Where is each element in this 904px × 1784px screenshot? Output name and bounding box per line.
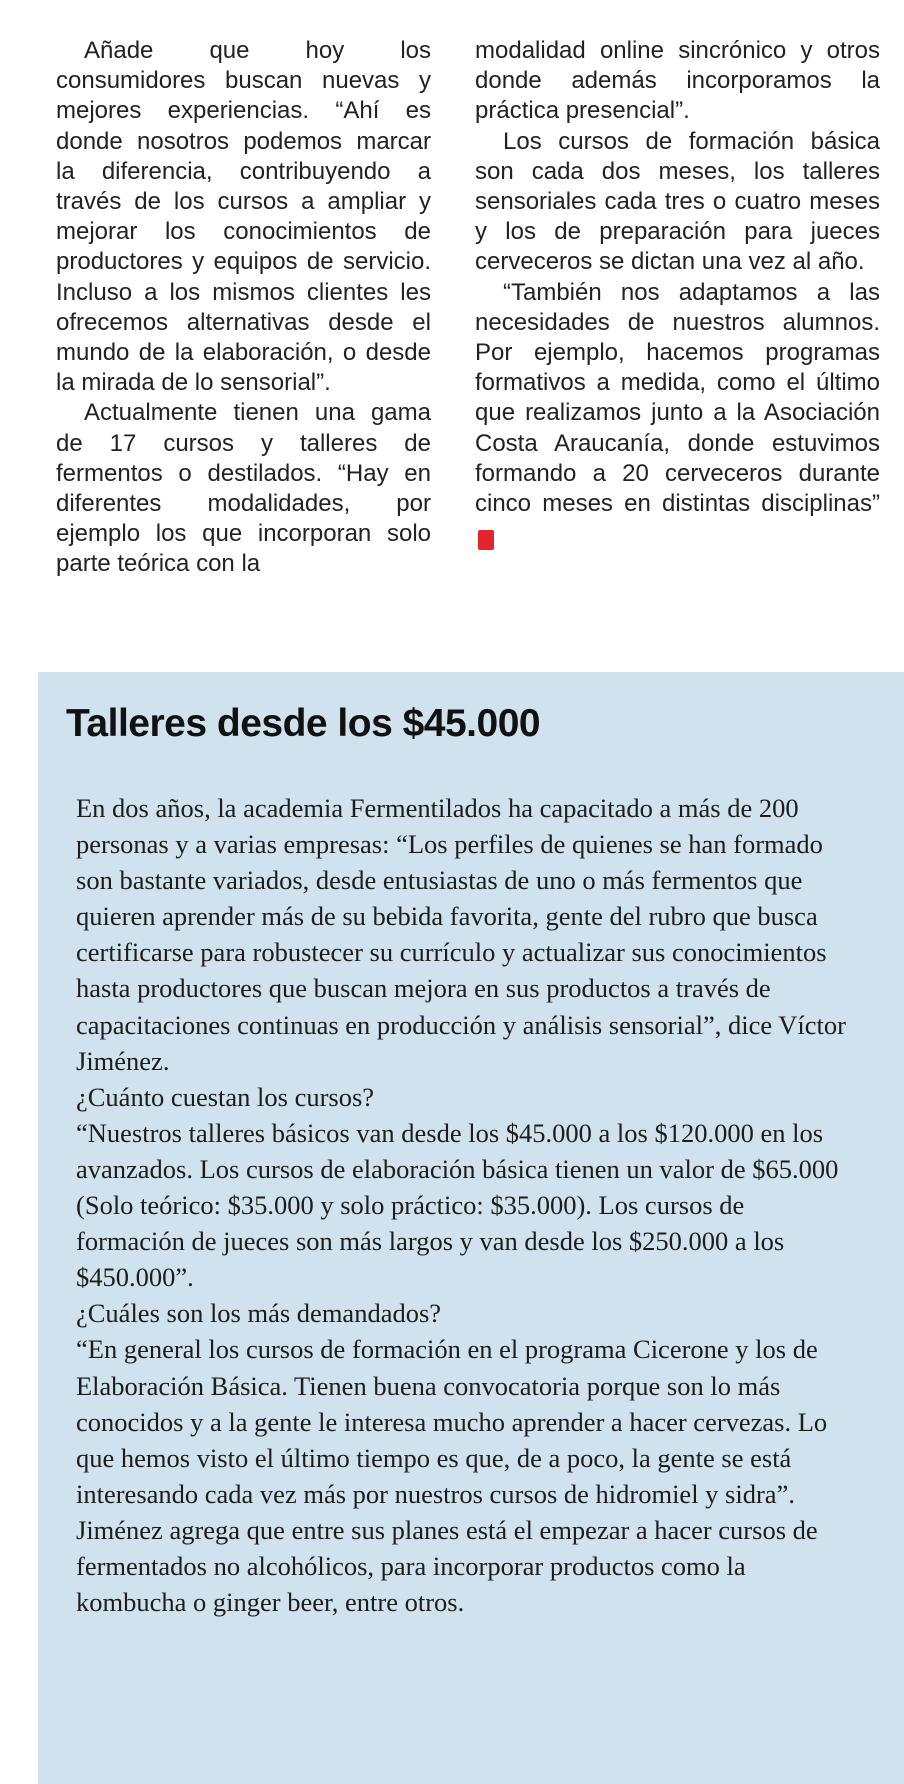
sidebar-box bbox=[38, 672, 904, 1784]
sidebar-paragraph: En dos años, la academia Fermentilados ha capacitado a más de 200 personas y a varias empresas: “Los perfiles de quienes se han formado son bastante variados, desde entusiastas de uno o más fermentos que quieren aprender más de su bebida favorita, gente del rubro que busca certificarse para robustecer su currículo y actualizar sus conocimientos hasta productores que buscan mejora en sus productos a través de capacitaciones continuas en producción y análisis sensorial”, dice Víctor Jiménez. bbox=[76, 793, 846, 1076]
sidebar-question: ¿Cuáles son los más demandados? bbox=[76, 1298, 442, 1329]
article-right-column bbox=[475, 36, 880, 550]
sidebar-body bbox=[76, 790, 856, 1620]
article-paragraph-text: “También nos adaptamos a las necesidades de nuestros alumnos. Por ejemplo, hacemos programas formativos a medida, como el último que realizamos junto a la Asociación Costa Araucanía, donde estuvimos formando a 20 cerveceros durante cinco meses en distintas disciplinas” bbox=[475, 278, 880, 518]
sidebar-paragraph: “Nuestros talleres básicos van desde los $45.000 a los $120.000 en los avanzados. Los cursos de elaboración básica tienen un valor de $65.000 (Solo teórico: $35.000 y solo práctico: $35.000). Los cursos de formación de jueces son más largos y van desde los $250.000 a los $450.000”. bbox=[76, 1117, 839, 1293]
sidebar-title: Talleres desde los $45.000 bbox=[66, 702, 541, 745]
article-paragraph-last bbox=[475, 278, 880, 551]
article-left-column bbox=[56, 36, 431, 580]
article-paragraph: Actualmente tienen una gama de 17 cursos y talleres de fermentos o destilados. “Hay en diferentes modalidades, por ejemplo los que incorporan solo parte teórica con la bbox=[56, 399, 431, 578]
end-mark-icon: M bbox=[478, 530, 494, 550]
sidebar-paragraph: “En general los cursos de formación en el programa Cicerone y los de Elaboración Básica. Tienen buena convocatoria porque son lo más conocidos y a la gente le interesa mucho aprender a hacer cervezas. Lo que hemos visto el último tiempo es que, de a poco, la gente se está interesando cada vez más por nuestros cursos de hidromiel y sidra”. Jiménez agrega que entre sus planes está el empezar a hacer cursos de fermentados no alcohólicos, para incorporar productos como la kombucha o ginger beer, entre otros. bbox=[76, 1334, 828, 1618]
article-paragraph: modalidad online sincrónico y otros donde además incorporamos la práctica presencial”. bbox=[475, 37, 880, 125]
sidebar-question: ¿Cuánto cuestan los cursos? bbox=[76, 1081, 375, 1112]
article-paragraph: Los cursos de formación básica son cada dos meses, los talleres sensoriales cada tres o cuatro meses y los de preparación para jueces cerveceros se dictan una vez al año. bbox=[475, 127, 880, 276]
article-paragraph: Añade que hoy los consumidores buscan nuevas y mejores experiencias. “Ahí es donde nosotros podemos marcar la diferencia, contribuyendo a través de los cursos a ampliar y mejorar los conocimientos de productores y equipos de servicio. Incluso a los mismos clientes les ofrecemos alternativas desde el mundo de la elaboración, o desde la mirada de lo sensorial”. bbox=[56, 37, 431, 397]
